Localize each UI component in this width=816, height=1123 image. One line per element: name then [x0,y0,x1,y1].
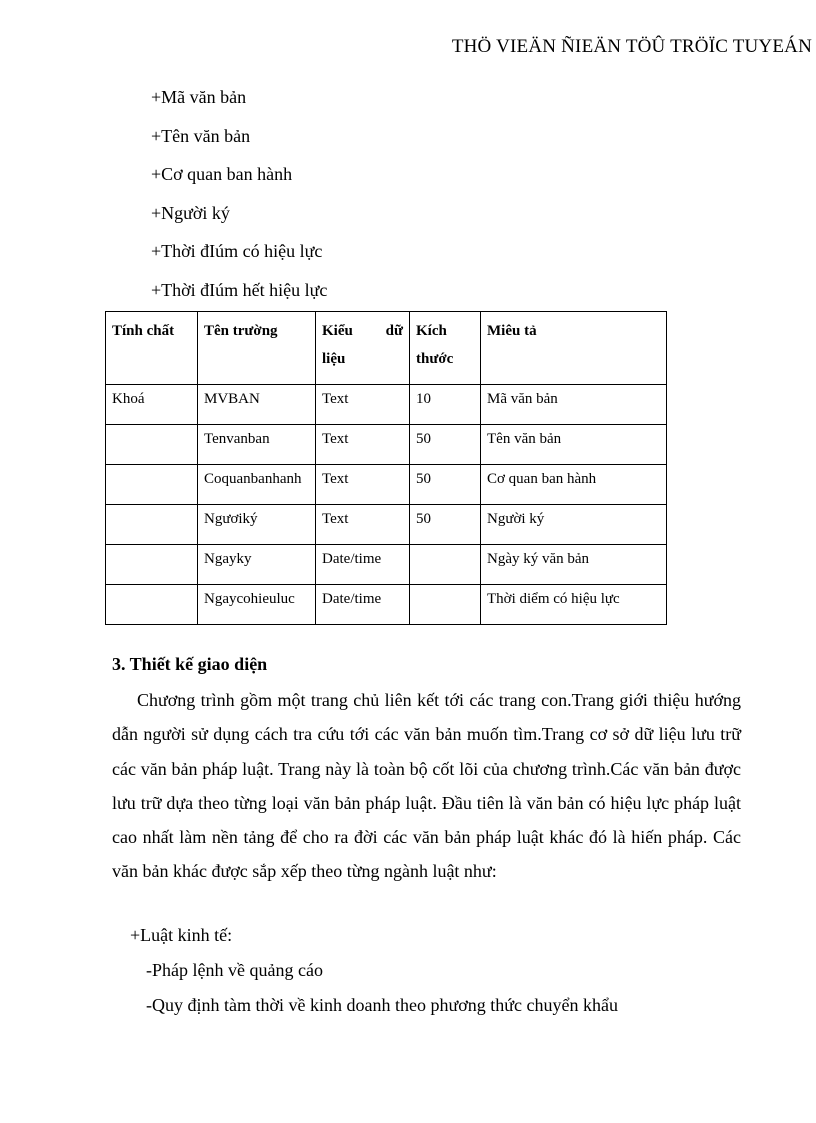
cell-mieu-ta: Người ký [481,505,667,545]
cell-ten-truong: Coquanbanhanh [198,465,316,505]
section-heading: 3. Thiết kế giao diện [112,654,268,674]
bullet-item: +Người ký [151,202,230,223]
table-row [106,425,667,465]
page-header: THÖ VIEÄN ÑIEÄN TÖÛ TRÖÏC TUYEÁN [451,36,812,57]
cell-kieu-du-lieu: Text [316,505,410,545]
cell-tinh-chat: Khoá [106,385,198,425]
header-tinh-chat: Tính chất [106,312,198,385]
cell-kich-thuoc: 10 [410,385,481,425]
header-kich-thuoc [410,312,481,385]
body-paragraph: Chương trình gồm một trang chủ liên kết tới các trang con.Trang giới thiệu hướng dẫn người sử dụng cách tra cứu tới các văn bản muốn tìm.Trang cơ sở dữ liệu lưu trữ các văn bản pháp luật. Trang này là toàn bộ cốt lõi của chương trình.Các văn bản được lưu trữ dựa theo từng loại văn bản pháp luật. Đầu tiên là văn bản có hiệu lực pháp luật cao nhất làm nền tảng để cho ra đời các văn bản pháp luật khác đó là hiến pháp. Các văn bản khác được sắp xếp theo từng ngành luật như: [112,690,741,882]
bullet-item: +Cơ quan ban hành [151,164,293,184]
bullet-item: +Mã văn bản [151,87,247,107]
cell-kich-thuoc [410,545,481,585]
cell-kieu-du-lieu: Text [316,465,410,505]
cell-ten-truong: Ngayky [198,545,316,585]
law-subitem: -Quy định tàm thời về kinh doanh theo phương thức chuyển khẩu [146,995,618,1015]
bullet-item: +Thời đIúm có hiệu lực [151,241,323,261]
cell-kich-thuoc: 50 [410,425,481,465]
header-ten-truong: Tên trường [198,312,316,385]
table-row [106,585,667,625]
cell-kieu-du-lieu: Date/time [316,545,410,585]
cell-mieu-ta: Cơ quan ban hành [481,465,667,505]
table-row [106,545,667,585]
cell-kich-thuoc [410,585,481,625]
header-kieu-du-lieu [316,312,410,385]
header-mieu-ta: Miêu tả [481,312,667,385]
cell-kieu-du-lieu: Text [316,385,410,425]
header-kich-word: Kích [416,323,447,339]
cell-ten-truong: MVBAN [198,385,316,425]
field-bullet-list [151,78,327,309]
table-row [106,465,667,505]
header-kieu-word: Kiểu [322,323,353,339]
cell-tinh-chat [106,465,198,505]
cell-ten-truong: Tenvanban [198,425,316,465]
cell-kich-thuoc: 50 [410,505,481,545]
cell-ten-truong: Ngaycohieuluc [198,585,316,625]
header-du-word: dữ [385,323,403,339]
cell-kich-thuoc: 50 [410,465,481,505]
cell-ten-truong: Ngươiký [198,505,316,545]
cell-mieu-ta: Thời diểm có hiệu lực [481,585,667,625]
cell-kieu-du-lieu: Date/time [316,585,410,625]
cell-mieu-ta: Ngày ký văn bản [481,545,667,585]
table-row [106,385,667,425]
cell-tinh-chat [106,425,198,465]
law-category-item: +Luật kinh tế: [130,925,233,945]
cell-tinh-chat [106,585,198,625]
header-lieu-word: liệu [322,351,346,367]
cell-tinh-chat [106,545,198,585]
bullet-item: +Thời đIúm hết hiệu lực [151,279,328,300]
cell-kieu-du-lieu: Text [316,425,410,465]
cell-tinh-chat [106,505,198,545]
law-subitem: -Pháp lệnh về quảng cáo [146,960,323,980]
table-header-row [106,312,667,385]
cell-mieu-ta: Tên văn bản [481,425,667,465]
bullet-item: +Tên văn bản [151,125,251,146]
cell-mieu-ta: Mã văn bản [481,385,667,425]
field-definition-table [105,311,667,625]
header-thuoc-word: thước [416,351,454,367]
table-row [106,505,667,545]
